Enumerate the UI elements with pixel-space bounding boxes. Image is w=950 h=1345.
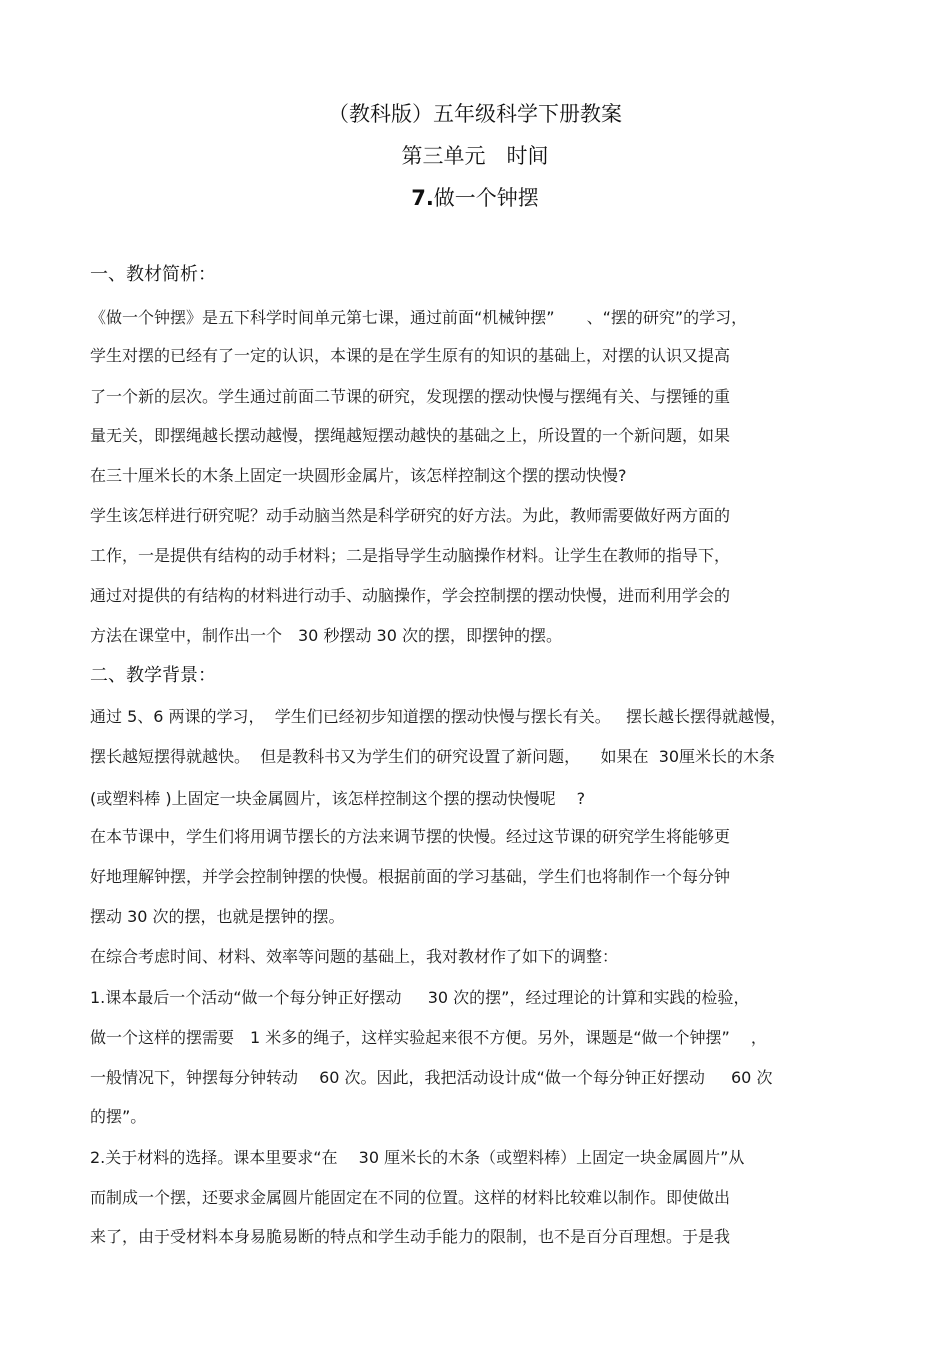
paragraph-line: 1.课本最后一个活动“做一个每分钟正好摆动 30 次的摆”，经过理论的计算和实践的检验，	[90, 988, 750, 1007]
lesson-title	[0, 184, 950, 212]
paragraph-line: 好地理解钟摆，并学会控制钟摆的快慢。根据前面的学习基础，学生们也将制作一个每分钟	[90, 867, 731, 886]
paragraph-line: 通过 5、6 两课的学习， 学生们已经初步知道摆的摆动快慢与摆长有关。 摆长越长摆得就越慢，	[90, 707, 786, 726]
paragraph-line: 了一个新的层次。学生通过前面二节课的研究，发现摆的摆动快慢与摆绳有关、与摆锤的重	[90, 387, 731, 406]
paragraph-line: 做一个这样的摆需要 1 米多的绳子，这样实验起来很不方便。另外，课题是“做一个钟摆” ，	[90, 1028, 767, 1047]
paragraph-line: 而制成一个摆，还要求金属圆片能固定在不同的位置。这样的材料比较难以制作。即使做出	[90, 1188, 731, 1207]
paragraph-line: 在综合考虑时间、材料、效率等问题的基础上，我对教材作了如下的调整：	[90, 947, 619, 966]
paragraph-line: 量无关，即摆绳越长摆动越慢，摆绳越短摆动越快的基础之上，所设置的一个新问题，如果	[90, 426, 731, 445]
paragraph-line: 摆长越短摆得就越快。 但是教科书又为学生们的研究设置了新问题， 如果在 30厘米长的木条	[90, 747, 776, 766]
unit-title: 第三单元 时间	[401, 144, 549, 168]
section-heading-2: 二、教学背景：	[90, 665, 216, 686]
paragraph-line: 学生对摆的已经有了一定的认识，本课的是在学生原有的知识的基础上，对摆的认识又提高	[90, 346, 731, 365]
paragraph-line: 来了，由于受材料本身易脆易断的特点和学生动手能力的限制，也不是百分百理想。于是我	[90, 1227, 731, 1246]
paragraph-line: 方法在课堂中，制作出一个 30 秒摆动 30 次的摆，即摆钟的摆。	[90, 626, 562, 645]
lesson-number: 7.	[411, 186, 434, 210]
lesson-name: 做一个钟摆	[433, 186, 539, 210]
paragraph-line: 的摆”。	[90, 1107, 147, 1126]
paragraph-line: 在本节课中，学生们将用调节摆长的方法来调节摆的快慢。经过这节课的研究学生将能够更	[90, 827, 731, 846]
paragraph-line: 《做一个钟摆》是五下科学时间单元第七课，通过前面“机械钟摆” 、“摆的研究”的学习，	[90, 308, 748, 327]
document-title: （教科版）五年级科学下册教案	[328, 102, 622, 126]
paragraph-line: 一般情况下，钟摆每分钟转动 60 次。因此，我把活动设计成“做一个每分钟正好摆动 60 次	[90, 1068, 773, 1087]
section-heading-1: 一、教材简析：	[90, 264, 216, 285]
paragraph-line: 摆动 30 次的摆，也就是摆钟的摆。	[90, 907, 345, 926]
paragraph-line: 在三十厘米长的木条上固定一块圆形金属片，该怎样控制这个摆的摆动快慢?	[90, 466, 627, 485]
paragraph-line: 工作，一是提供有结构的动手材料；二是指导学生动脑操作材料。让学生在教师的指导下，	[90, 546, 731, 565]
paragraph-line: (或塑料棒 )上固定一块金属圆片，该怎样控制这个摆的摆动快慢呢 ?	[90, 789, 586, 808]
paragraph-line: 学生该怎样进行研究呢？动手动脑当然是科学研究的好方法。为此，教师需要做好两方面的	[90, 506, 731, 525]
paragraph-line: 通过对提供的有结构的材料进行动手、动脑操作，学会控制摆的摆动快慢，进而利用学会的	[90, 586, 731, 605]
paragraph-line: 2.关于材料的选择。课本里要求“在 30 厘米长的木条（或塑料棒）上固定一块金属圆片”从	[90, 1148, 745, 1167]
